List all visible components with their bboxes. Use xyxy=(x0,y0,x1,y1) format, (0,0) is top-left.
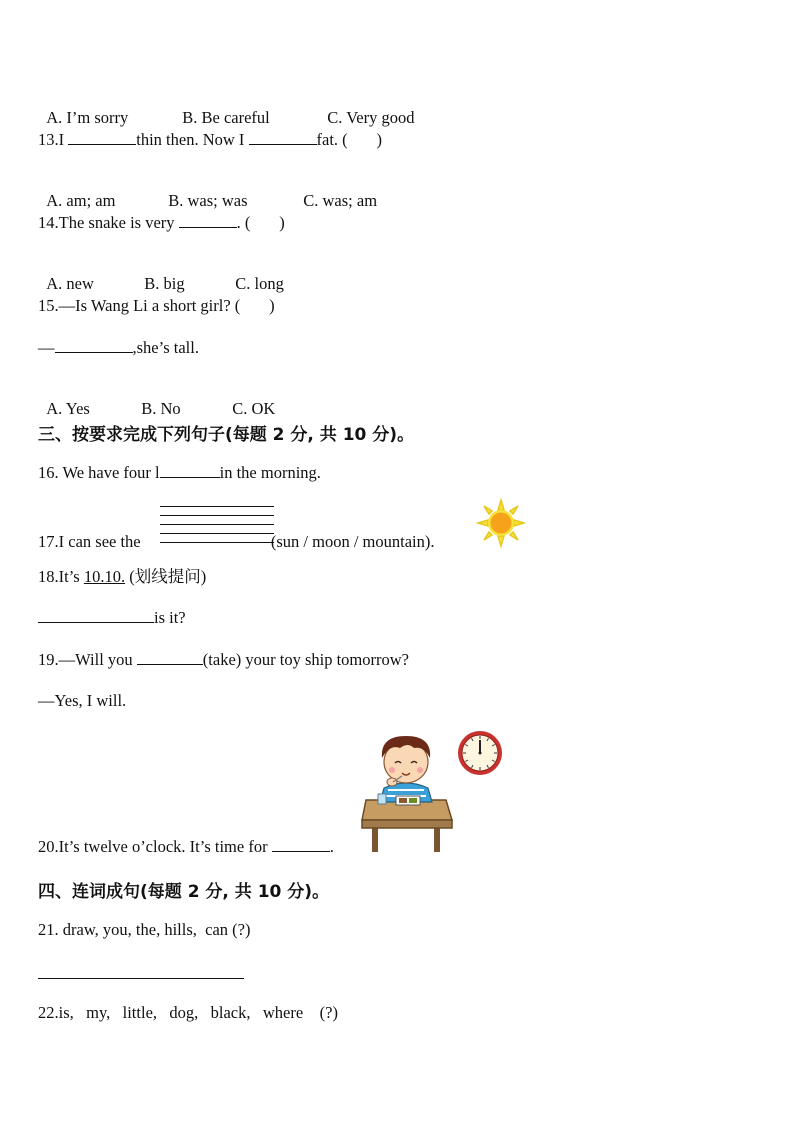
q22-question xyxy=(38,1003,338,1023)
q12-option-a[interactable]: A. I’m sorry xyxy=(46,108,129,127)
q20-question xyxy=(38,837,334,857)
q14-options xyxy=(38,254,284,294)
q16-number: 16. xyxy=(38,463,59,482)
q13-option-c[interactable]: C. was; am xyxy=(303,191,378,210)
q20-blank[interactable] xyxy=(272,837,330,852)
q17-question xyxy=(38,532,435,552)
q14-option-c[interactable]: C. long xyxy=(235,274,284,293)
q13-question xyxy=(38,130,382,150)
q13-blank-1[interactable] xyxy=(68,130,136,145)
q15-question xyxy=(38,296,275,316)
q18-answer-line xyxy=(38,608,186,628)
q15-blank[interactable] xyxy=(55,338,133,353)
q16-text: We have four l xyxy=(58,463,160,482)
q22-number: 22. xyxy=(38,1003,59,1022)
q14-blank[interactable] xyxy=(179,213,237,228)
q18-instruction: (划线提问) xyxy=(125,567,207,586)
clock-icon xyxy=(457,730,503,776)
sun-icon xyxy=(478,500,524,546)
q17-text: (sun / moon / mountain). xyxy=(266,532,435,551)
q20-text: . xyxy=(329,837,334,856)
q14-question xyxy=(38,213,285,233)
boy-eating-illustration xyxy=(362,730,454,854)
q14-text: . ( ) xyxy=(236,213,285,232)
q22-words: is, my, little, dog, black, where (?) xyxy=(58,1003,338,1022)
q17-number: 17. xyxy=(38,532,59,551)
q15-option-b[interactable]: B. No xyxy=(141,399,181,418)
writing-line xyxy=(160,507,274,516)
q13-text: I xyxy=(58,130,69,149)
q13-options xyxy=(38,171,377,211)
q14-option-b[interactable]: B. big xyxy=(144,274,185,293)
q19-question xyxy=(38,650,409,670)
q15-option-a[interactable]: A. Yes xyxy=(46,399,90,418)
q13-blank-2[interactable] xyxy=(249,130,317,145)
q18-number: 18. xyxy=(38,567,59,586)
q18-text: It’s xyxy=(58,567,84,586)
q20-text: It’s twelve o’clock. It’s time for xyxy=(58,837,272,856)
q17-text: I can see the xyxy=(58,532,145,551)
q15-options xyxy=(38,379,275,419)
writing-line xyxy=(160,516,274,525)
q18-text: is it? xyxy=(154,608,186,627)
q18-underlined-time: 10.10. xyxy=(83,567,126,586)
q21-number: 21. xyxy=(38,920,59,939)
q19-text: —Will you xyxy=(58,650,137,669)
q18-blank[interactable] xyxy=(38,608,154,623)
q12-option-b[interactable]: B. Be careful xyxy=(182,108,270,127)
q21-question xyxy=(38,920,250,940)
q13-text: thin then. Now I xyxy=(136,130,249,149)
q14-option-a[interactable]: A. new xyxy=(46,274,94,293)
section-3-heading: 三、按要求完成下列句子(每题 2 分, 共 10 分)。 xyxy=(38,425,415,445)
q15-answer-line xyxy=(38,338,199,358)
q13-option-b[interactable]: B. was; was xyxy=(168,191,248,210)
q16-blank[interactable] xyxy=(160,463,220,478)
q16-question xyxy=(38,463,321,483)
q14-number: 14. xyxy=(38,213,59,232)
q14-text: The snake is very xyxy=(58,213,179,232)
q20-number: 20. xyxy=(38,837,59,856)
q15-dash: — xyxy=(38,338,55,357)
q13-option-a[interactable]: A. am; am xyxy=(46,191,116,210)
q19-text: (take) your toy ship tomorrow? xyxy=(202,650,409,669)
q12-option-c[interactable]: C. Very good xyxy=(327,108,415,127)
q16-text: in the morning. xyxy=(219,463,321,482)
q15-text: ,she’s tall. xyxy=(132,338,199,357)
writing-line xyxy=(160,498,274,507)
q15-option-c[interactable]: C. OK xyxy=(232,399,276,418)
q15-number: 15. xyxy=(38,296,59,315)
q19-answer: —Yes, I will. xyxy=(38,691,127,710)
q13-text: fat. ( ) xyxy=(316,130,383,149)
q12-options xyxy=(38,88,415,128)
section-4-heading: 四、连词成句(每题 2 分, 共 10 分)。 xyxy=(38,882,330,902)
q19-number: 19. xyxy=(38,650,59,669)
q21-words: draw, you, the, hills, can (?) xyxy=(58,920,251,939)
q18-question xyxy=(38,567,206,587)
q15-text: —Is Wang Li a short girl? ( ) xyxy=(58,296,275,315)
q19-blank[interactable] xyxy=(137,650,203,665)
q13-number: 13. xyxy=(38,130,59,149)
q21-answer-line[interactable] xyxy=(38,978,244,979)
